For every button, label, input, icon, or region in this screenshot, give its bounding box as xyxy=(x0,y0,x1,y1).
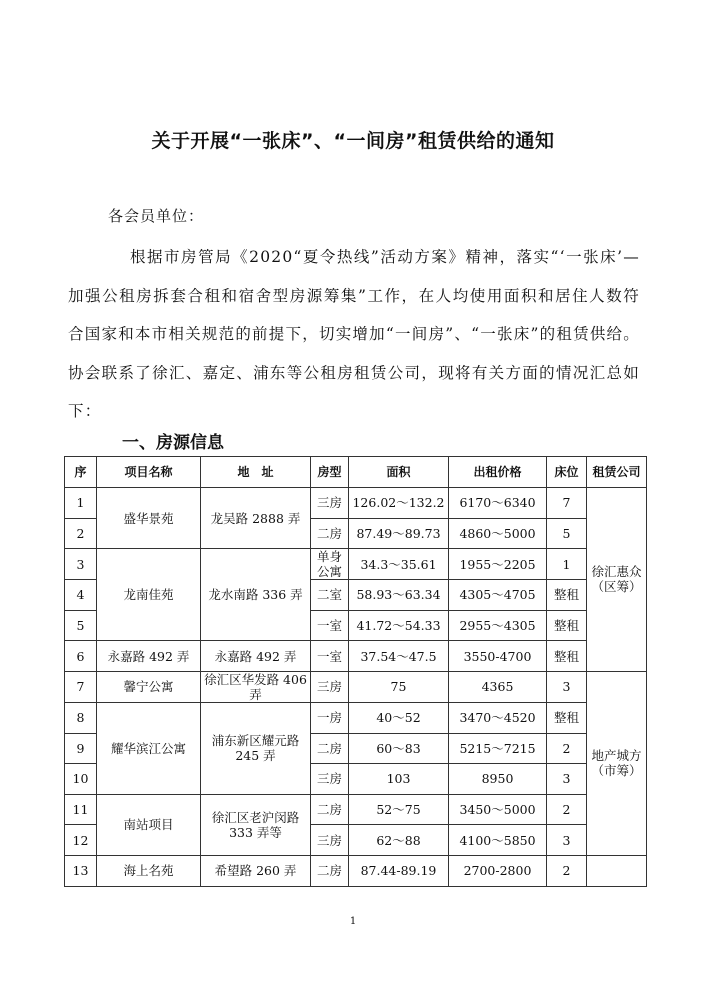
cell-address: 龙吴路 2888 弄 xyxy=(201,488,311,549)
cell-price: 2955～4305 xyxy=(449,610,547,641)
header-room-type: 房型 xyxy=(311,457,349,488)
cell-price: 4305～4705 xyxy=(449,580,547,611)
cell-price: 2700-2800 xyxy=(449,855,547,886)
cell-room-type: 三房 xyxy=(311,825,349,856)
header-no: 序 xyxy=(65,457,97,488)
cell-price: 8950 xyxy=(449,764,547,795)
body-paragraph: 根据市房管局《2020“夏令热线”活动方案》精神，落实“‘一张床’—加强公租房拆套合租和宿舍型房源筹集”工作，在人均使用面积和居住人数符合国家和本市相关规范的前提下，切实增加“一间房”、“一张床”的租赁供给。协会联系了徐汇、嘉定、浦东等公租房租赁公司，现将有关方面的情况汇总如下： xyxy=(68,248,640,420)
header-address: 地 址 xyxy=(201,457,311,488)
cell-address: 龙水南路 336 弄 xyxy=(201,549,311,641)
cell-no: 3 xyxy=(65,549,97,580)
cell-area: 37.54～47.5 xyxy=(349,641,449,672)
cell-room-type: 三房 xyxy=(311,764,349,795)
table-row xyxy=(65,855,647,886)
salutation: 各会员单位： xyxy=(108,207,205,225)
cell-project-name: 盛华景苑 xyxy=(97,488,201,549)
cell-room-type: 二房 xyxy=(311,855,349,886)
cell-room-type: 一房 xyxy=(311,702,349,733)
cell-price: 3450～5000 xyxy=(449,794,547,825)
cell-company: 徐汇惠众（区筹） xyxy=(587,488,647,672)
cell-project-name: 永嘉路 492 弄 xyxy=(97,641,201,672)
cell-no: 13 xyxy=(65,855,97,886)
table-row xyxy=(65,794,647,825)
cell-price: 4860～5000 xyxy=(449,518,547,549)
header-project-name: 项目名称 xyxy=(97,457,201,488)
header-area: 面积 xyxy=(349,457,449,488)
cell-room-type: 一室 xyxy=(311,610,349,641)
cell-room-type: 二室 xyxy=(311,580,349,611)
cell-no: 9 xyxy=(65,733,97,764)
cell-no: 11 xyxy=(65,794,97,825)
cell-price: 5215～7215 xyxy=(449,733,547,764)
cell-no: 1 xyxy=(65,488,97,519)
cell-project-name: 南站项目 xyxy=(97,794,201,855)
cell-beds: 2 xyxy=(547,733,587,764)
cell-price: 1955～2205 xyxy=(449,549,547,580)
cell-price: 3550-4700 xyxy=(449,641,547,672)
cell-area: 126.02～132.2 xyxy=(349,488,449,519)
cell-room-type: 二房 xyxy=(311,794,349,825)
table-row xyxy=(65,671,647,702)
cell-no: 8 xyxy=(65,702,97,733)
cell-room-type: 二房 xyxy=(311,518,349,549)
cell-address: 希望路 260 弄 xyxy=(201,855,311,886)
cell-beds: 整租 xyxy=(547,702,587,733)
cell-area: 75 xyxy=(349,671,449,702)
cell-area: 87.44-89.19 xyxy=(349,855,449,886)
table-header-row xyxy=(65,457,647,488)
cell-room-type: 一室 xyxy=(311,641,349,672)
cell-project-name: 耀华滨江公寓 xyxy=(97,702,201,794)
cell-project-name: 龙南佳苑 xyxy=(97,549,201,641)
cell-area: 58.93～63.34 xyxy=(349,580,449,611)
cell-no: 7 xyxy=(65,671,97,702)
cell-price: 4100～5850 xyxy=(449,825,547,856)
cell-area: 52～75 xyxy=(349,794,449,825)
cell-beds: 整租 xyxy=(547,641,587,672)
cell-address: 浦东新区耀元路 245 弄 xyxy=(201,702,311,794)
page-number: 1 xyxy=(349,916,357,927)
cell-no: 10 xyxy=(65,764,97,795)
cell-room-type: 二房 xyxy=(311,733,349,764)
cell-area: 40～52 xyxy=(349,702,449,733)
cell-no: 4 xyxy=(65,580,97,611)
cell-beds: 3 xyxy=(547,764,587,795)
cell-price: 4365 xyxy=(449,671,547,702)
cell-beds: 2 xyxy=(547,794,587,825)
cell-project-name: 海上名苑 xyxy=(97,855,201,886)
document-title: 关于开展“一张床”、“一间房”租赁供给的通知 xyxy=(151,130,555,152)
cell-room-type: 三房 xyxy=(311,488,349,519)
cell-company: 地产城方（市筹） xyxy=(587,671,647,855)
cell-no: 2 xyxy=(65,518,97,549)
table-row xyxy=(65,488,647,519)
cell-beds: 3 xyxy=(547,825,587,856)
header-price: 出租价格 xyxy=(449,457,547,488)
cell-beds: 整租 xyxy=(547,610,587,641)
cell-area: 60～83 xyxy=(349,733,449,764)
cell-area: 41.72～54.33 xyxy=(349,610,449,641)
cell-area: 87.49～89.73 xyxy=(349,518,449,549)
cell-area: 34.3～35.61 xyxy=(349,549,449,580)
cell-no: 12 xyxy=(65,825,97,856)
cell-beds: 7 xyxy=(547,488,587,519)
table-row xyxy=(65,641,647,672)
cell-area: 62～88 xyxy=(349,825,449,856)
cell-no: 5 xyxy=(65,610,97,641)
cell-room-type: 单身公寓 xyxy=(311,549,349,580)
cell-no: 6 xyxy=(65,641,97,672)
cell-beds: 2 xyxy=(547,855,587,886)
section-heading: 一、房源信息 xyxy=(122,433,224,453)
cell-beds: 1 xyxy=(547,549,587,580)
cell-address: 徐汇区老沪闵路 333 弄等 xyxy=(201,794,311,855)
cell-room-type: 三房 xyxy=(311,671,349,702)
cell-address: 永嘉路 492 弄 xyxy=(201,641,311,672)
header-company: 租赁公司 xyxy=(587,457,647,488)
cell-price: 3470～4520 xyxy=(449,702,547,733)
header-beds: 床位 xyxy=(547,457,587,488)
table-row xyxy=(65,549,647,580)
cell-beds: 整租 xyxy=(547,580,587,611)
cell-price: 6170～6340 xyxy=(449,488,547,519)
housing-table xyxy=(64,456,647,887)
cell-project-name: 馨宁公寓 xyxy=(97,671,201,702)
table-row xyxy=(65,702,647,733)
cell-beds: 5 xyxy=(547,518,587,549)
cell-beds: 3 xyxy=(547,671,587,702)
cell-company xyxy=(587,855,647,886)
cell-address: 徐汇区华发路 406 弄 xyxy=(201,671,311,702)
cell-area: 103 xyxy=(349,764,449,795)
